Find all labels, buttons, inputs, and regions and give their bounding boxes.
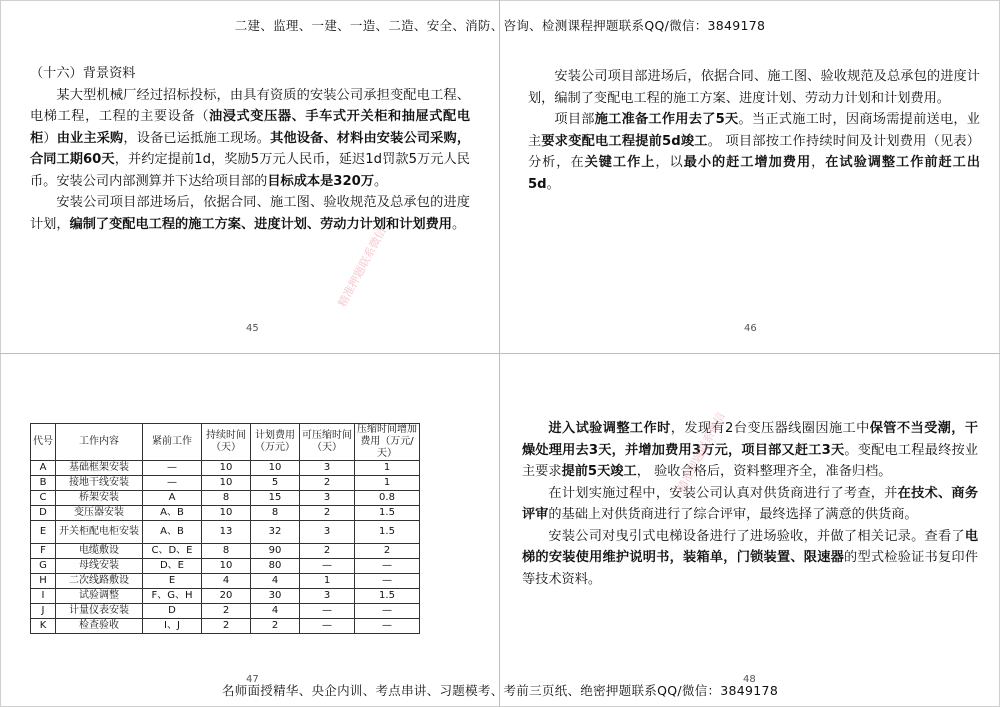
text-run: ） bbox=[43, 130, 57, 146]
cell-code: D bbox=[31, 506, 56, 521]
cell-predecessor: A、B bbox=[143, 521, 202, 544]
text-run: ，发现有2台变压器线圈因施工中 bbox=[670, 421, 870, 436]
cell-compressible: — bbox=[300, 604, 355, 619]
cell-extra-cost: 2 bbox=[355, 544, 420, 559]
text-run-bold: 油浸式变压器、手车式开关柜和抽屉式配电柜 bbox=[30, 109, 471, 146]
cell-extra-cost: — bbox=[355, 619, 420, 634]
cell-extra-cost: — bbox=[355, 604, 420, 619]
cell-predecessor: C、D、E bbox=[143, 544, 202, 559]
cell-compressible: 2 bbox=[300, 476, 355, 491]
cell-work: 电缆敷设 bbox=[56, 544, 143, 559]
page-46 bbox=[528, 66, 980, 195]
page45-paragraph-2 bbox=[30, 192, 470, 235]
table-row bbox=[31, 476, 420, 491]
cell-duration: 10 bbox=[202, 461, 251, 476]
page48-paragraph-3 bbox=[522, 526, 978, 591]
cell-predecessor: — bbox=[143, 461, 202, 476]
header-extra-cost: 压缩时间增加费用（万元/天） bbox=[355, 424, 420, 461]
cell-code: I bbox=[31, 589, 56, 604]
text-run-bold: 要求变配电工程提前5d竣工 bbox=[541, 133, 708, 149]
cell-compressible: 3 bbox=[300, 491, 355, 506]
cell-duration: 10 bbox=[202, 476, 251, 491]
cell-compressible: 3 bbox=[300, 521, 355, 544]
cell-compressible: 3 bbox=[300, 461, 355, 476]
work-table bbox=[30, 423, 420, 634]
cell-code: E bbox=[31, 521, 56, 544]
text-run: ，设备已运抵施工现场。 bbox=[123, 130, 271, 146]
cell-work: 计量仪表安装 bbox=[56, 604, 143, 619]
cell-code: J bbox=[31, 604, 56, 619]
page-number-45: 45 bbox=[246, 323, 259, 334]
cell-cost: 4 bbox=[251, 604, 300, 619]
page-number-48: 48 bbox=[743, 674, 756, 685]
cell-cost: 15 bbox=[251, 491, 300, 506]
cell-work: 母线安装 bbox=[56, 559, 143, 574]
watermark: 精准押题联系微信 bbox=[674, 410, 728, 495]
cell-extra-cost: 1 bbox=[355, 461, 420, 476]
text-run: 。 bbox=[452, 216, 466, 232]
table-row bbox=[31, 559, 420, 574]
cell-extra-cost: 1.5 bbox=[355, 521, 420, 544]
cell-extra-cost: — bbox=[355, 559, 420, 574]
page-number-46: 46 bbox=[744, 323, 757, 334]
text-run-bold: 最小的赶工增加费用 bbox=[683, 155, 812, 170]
cell-cost: 8 bbox=[251, 506, 300, 521]
text-run: 的基础上对供货商进行了综合评审，最终选择了满意的供货商。 bbox=[548, 507, 918, 522]
text-run: 。 项目部按工作持续时间及计划费用（见表）分析，在 bbox=[528, 133, 980, 170]
page-48 bbox=[522, 418, 978, 590]
header-work: 工作内容 bbox=[56, 424, 143, 461]
cell-cost: 32 bbox=[251, 521, 300, 544]
table-row bbox=[31, 491, 420, 506]
cell-code: C bbox=[31, 491, 56, 506]
text-run-bold: 在试验调整工作前赶工出5d bbox=[528, 155, 981, 192]
table-row bbox=[31, 574, 420, 589]
cell-duration: 10 bbox=[202, 506, 251, 521]
text-run-bold: 保管不当受潮，干燥处理用去3天，并增加费用3万元，项目部又赶工3天 bbox=[522, 421, 979, 458]
page-45 bbox=[30, 63, 470, 235]
cell-work: 桥架安装 bbox=[56, 491, 143, 506]
cell-work: 接地干线安装 bbox=[56, 476, 143, 491]
cell-compressible: 3 bbox=[300, 589, 355, 604]
text-run-bold: 编制了变配电工程的施工方案、进度计划、劳动力计划和计划费用 bbox=[69, 216, 452, 232]
cell-duration: 10 bbox=[202, 559, 251, 574]
cell-work: 变压器安装 bbox=[56, 506, 143, 521]
text-run: ，并约定提前1d，奖励5万元人民币，延迟1d罚款5万元人民币。安装公司内部测算并下达给项目部的 bbox=[30, 152, 470, 189]
watermark: 精准押题联系微信 bbox=[335, 225, 389, 310]
text-run: 项目部 bbox=[554, 112, 595, 127]
cell-code: F bbox=[31, 544, 56, 559]
cell-work: 试验调整 bbox=[56, 589, 143, 604]
cell-predecessor: — bbox=[143, 476, 202, 491]
text-run-bold: 由业主采购 bbox=[56, 130, 124, 146]
header-duration: 持续时间（天） bbox=[202, 424, 251, 461]
cell-code: K bbox=[31, 619, 56, 634]
table-row bbox=[31, 521, 420, 544]
cell-predecessor: E bbox=[143, 574, 202, 589]
cell-compressible: 1 bbox=[300, 574, 355, 589]
cell-cost: 2 bbox=[251, 619, 300, 634]
cell-extra-cost: 0.8 bbox=[355, 491, 420, 506]
page45-paragraph-1 bbox=[30, 85, 470, 193]
page46-paragraph-1: 安装公司项目部进场后，依据合同、施工图、验收规范及总承包的进度计划，编制了变配电工程的施工方案、进度计划、劳动力计划和计划费用。 bbox=[528, 69, 980, 106]
text-run-bold: 目标成本是320万 bbox=[267, 173, 375, 189]
table-row bbox=[31, 461, 420, 476]
cell-compressible: 2 bbox=[300, 544, 355, 559]
cell-duration: 2 bbox=[202, 604, 251, 619]
cell-extra-cost: 1.5 bbox=[355, 589, 420, 604]
cell-predecessor: A bbox=[143, 491, 202, 506]
cell-predecessor: I、J bbox=[143, 619, 202, 634]
text-run-bold: 电梯的安装使用维护说明书，装箱单，门锁装置、限速器 bbox=[522, 528, 978, 565]
cell-cost: 30 bbox=[251, 589, 300, 604]
text-run-bold: 其他设备、材料由安装公司采购，合同工期60天 bbox=[30, 130, 471, 167]
header-compressible: 可压缩时间（天） bbox=[300, 424, 355, 461]
table-row bbox=[31, 619, 420, 634]
table-row bbox=[31, 506, 420, 521]
text-run-bold: 关键工作上 bbox=[584, 155, 656, 170]
cell-predecessor: A、B bbox=[143, 506, 202, 521]
cell-code: H bbox=[31, 574, 56, 589]
cell-duration: 2 bbox=[202, 619, 251, 634]
cell-compressible: — bbox=[300, 619, 355, 634]
horizontal-divider bbox=[0, 353, 1000, 354]
text-run: 安装公司项目部进场后，依据合同、施工图、验收规范及总承包的进度计划， bbox=[30, 195, 470, 232]
cell-code: B bbox=[31, 476, 56, 491]
cell-code: G bbox=[31, 559, 56, 574]
cell-duration: 20 bbox=[202, 589, 251, 604]
cell-duration: 13 bbox=[202, 521, 251, 544]
page-number-47: 47 bbox=[246, 674, 259, 685]
cell-extra-cost: 1 bbox=[355, 476, 420, 491]
text-run: 。当正式施工时，因商场需提前送电，业主 bbox=[528, 112, 980, 149]
cell-cost: 5 bbox=[251, 476, 300, 491]
cell-compressible: — bbox=[300, 559, 355, 574]
header-cost: 计划费用（万元） bbox=[251, 424, 300, 461]
cell-work: 二次线路敷设 bbox=[56, 574, 143, 589]
section-title: （十六）背景资料 bbox=[30, 66, 136, 81]
table-row bbox=[31, 544, 420, 559]
table-row bbox=[31, 589, 420, 604]
cell-cost: 90 bbox=[251, 544, 300, 559]
cell-duration: 8 bbox=[202, 544, 251, 559]
table-row bbox=[31, 604, 420, 619]
cell-duration: 8 bbox=[202, 491, 251, 506]
cell-duration: 4 bbox=[202, 574, 251, 589]
header-banner: 二建、监理、一建、一造、二造、安全、消防、咨询、检测课程押题联系QQ/微信：3849178 bbox=[234, 18, 766, 33]
text-run-bold: 进入试验调整工作时 bbox=[548, 421, 671, 436]
cell-cost: 10 bbox=[251, 461, 300, 476]
cell-work: 检查验收 bbox=[56, 619, 143, 634]
text-run: 。变配电工程最终按业主要求 bbox=[522, 442, 979, 479]
cell-predecessor: D bbox=[143, 604, 202, 619]
text-run-bold: 施工准备工作用去了5天 bbox=[594, 112, 739, 127]
text-run: 的型式检验证书复印件等技术资料。 bbox=[522, 550, 979, 587]
cell-extra-cost: — bbox=[355, 574, 420, 589]
text-run: ， 验收合格后，资料整理齐全，准备归档。 bbox=[636, 464, 892, 479]
text-run-bold: 提前5天竣工 bbox=[561, 464, 637, 479]
cell-compressible: 2 bbox=[300, 506, 355, 521]
cell-work: 基础框架安装 bbox=[56, 461, 143, 476]
cell-cost: 80 bbox=[251, 559, 300, 574]
page48-paragraph-2 bbox=[522, 483, 978, 526]
text-run: ， bbox=[811, 155, 826, 170]
header-predecessor: 紧前工作 bbox=[143, 424, 202, 461]
table-body bbox=[31, 461, 420, 634]
text-run: 安装公司对曳引式电梯设备进行了进场验收，并做了相关记录。查看了 bbox=[548, 528, 965, 544]
text-run: 。 bbox=[546, 176, 560, 192]
table-header-row bbox=[31, 424, 420, 461]
cell-extra-cost: 1.5 bbox=[355, 506, 420, 521]
footer-banner: 名师面授精华、央企内训、考点串讲、习题模考、考前三页纸、绝密押题联系QQ/微信：3849178 bbox=[221, 683, 779, 698]
text-run: 在计划实施过程中，安装公司认真对供货商进行了考查，并 bbox=[548, 485, 898, 501]
text-run: ，以 bbox=[655, 155, 684, 170]
text-run: 某大型机械厂经过招标投标，由具有资质的安装公司承担变配电工程、电梯工程，工程的主要设备（ bbox=[30, 87, 470, 124]
cell-work: 开关柜配电柜安装 bbox=[56, 521, 143, 544]
page46-paragraph-2 bbox=[528, 109, 980, 195]
cell-code: A bbox=[31, 461, 56, 476]
text-run-bold: 在技术、商务评审 bbox=[522, 485, 979, 522]
header-code: 代号 bbox=[31, 424, 56, 461]
cell-cost: 4 bbox=[251, 574, 300, 589]
cell-predecessor: F、G、H bbox=[143, 589, 202, 604]
text-run: 。 bbox=[374, 173, 388, 189]
cell-predecessor: D、E bbox=[143, 559, 202, 574]
page48-paragraph-1 bbox=[522, 418, 978, 483]
